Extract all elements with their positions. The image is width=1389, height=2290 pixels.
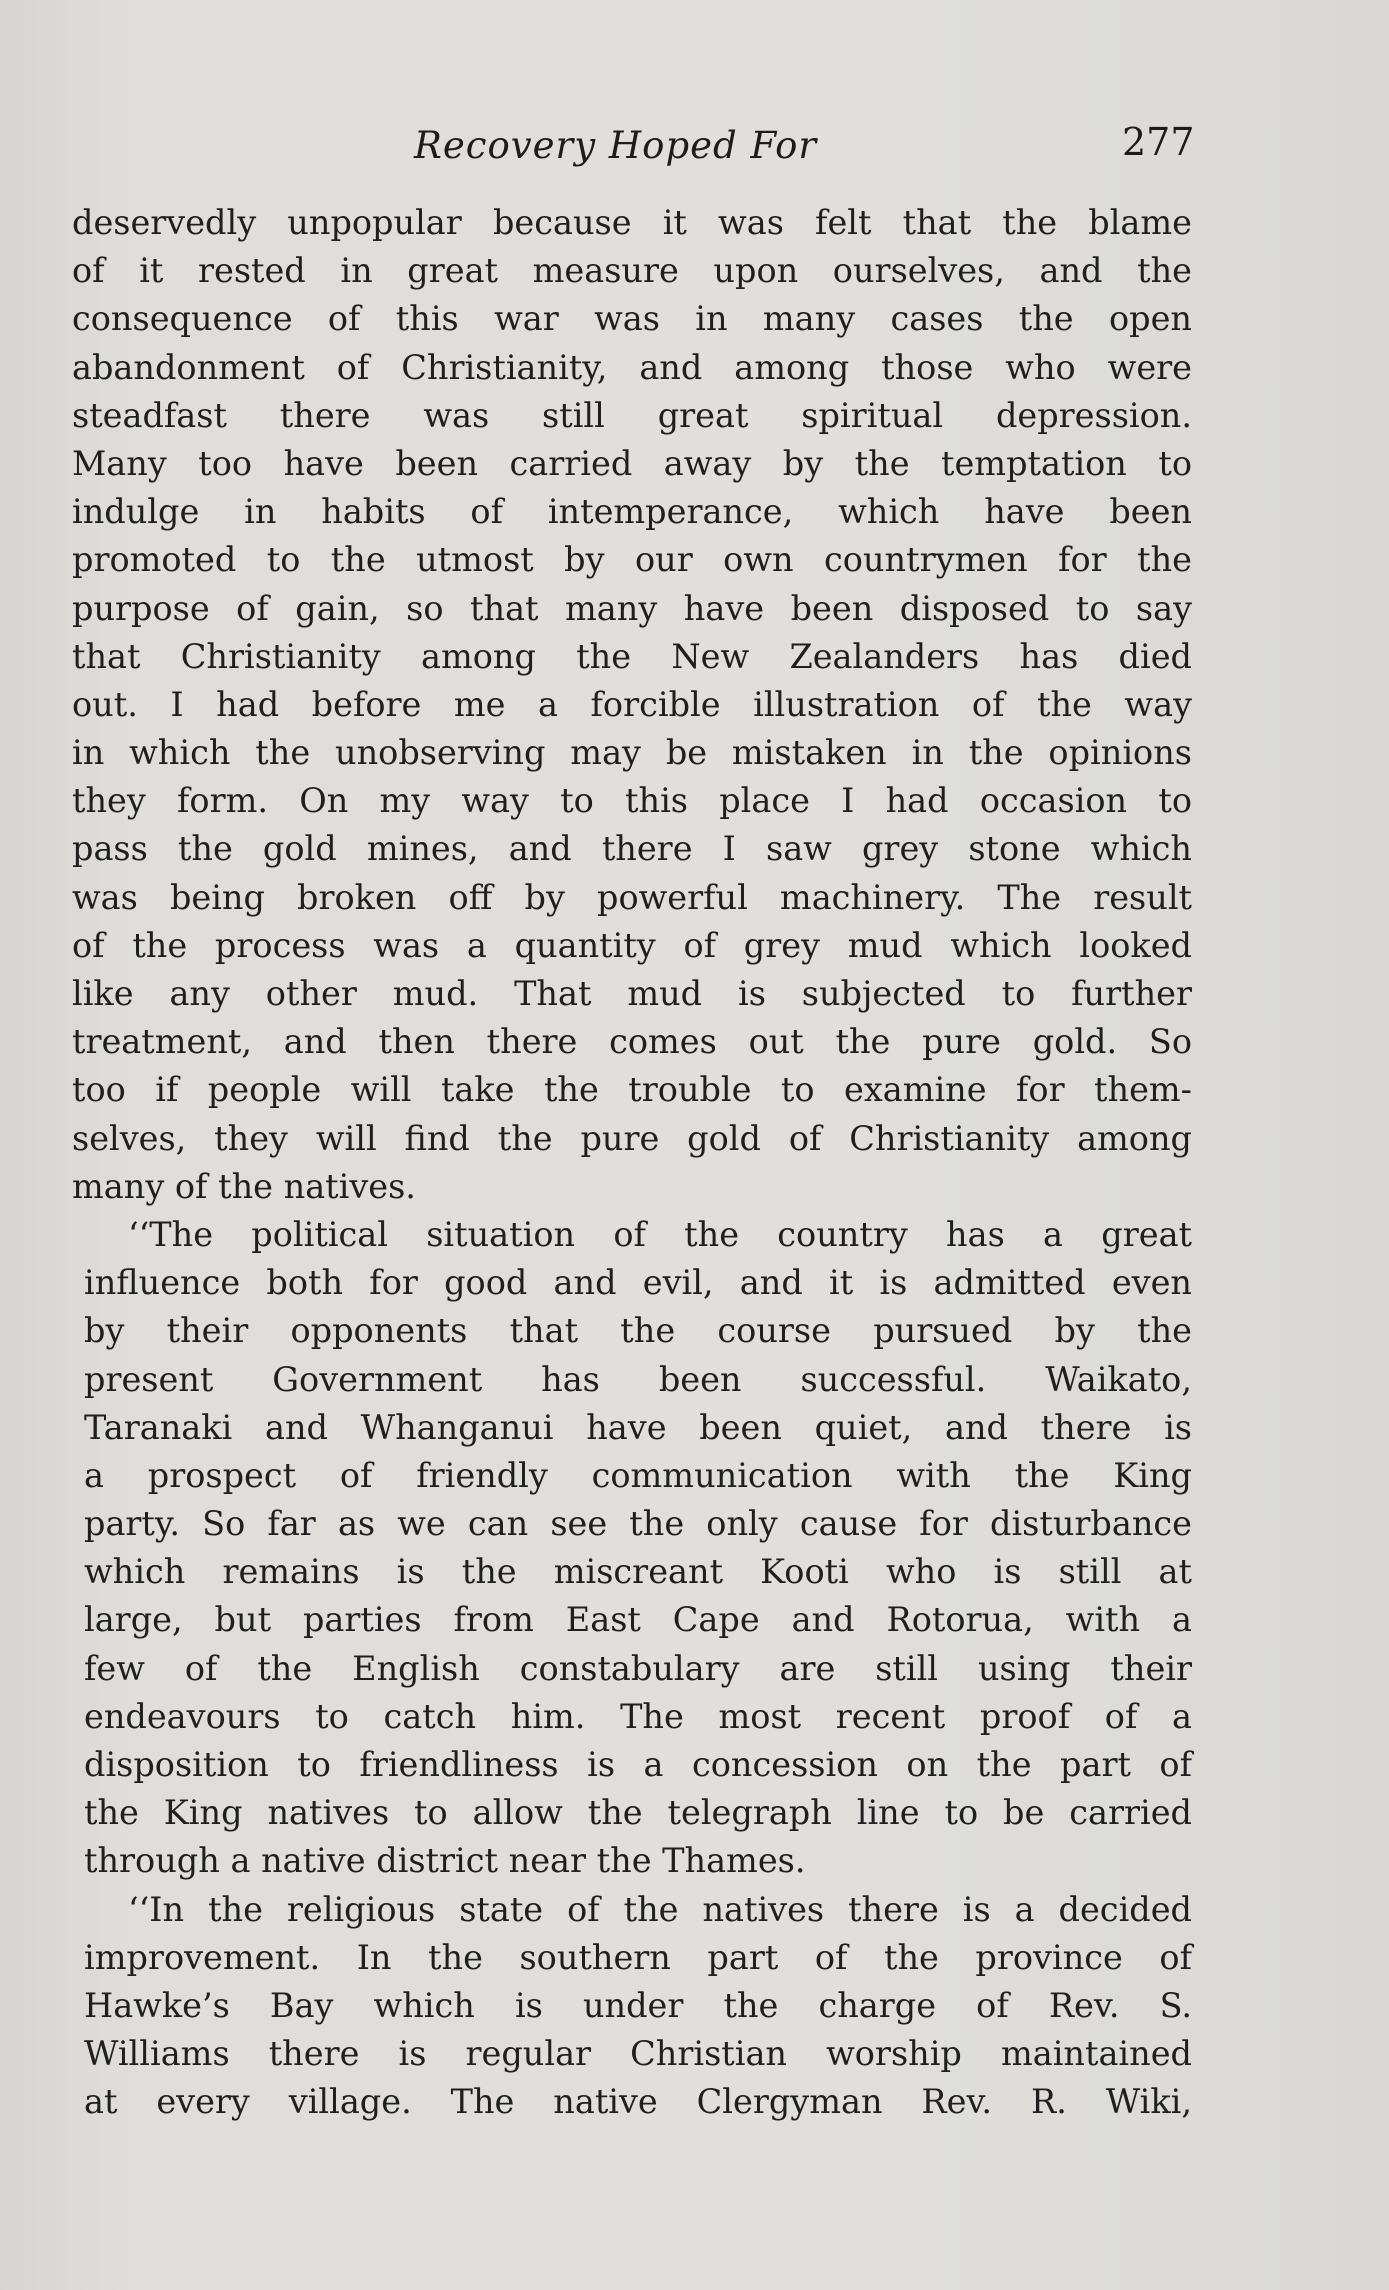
text-line: too if people will take the trouble to examine for them- — [72, 1070, 1192, 1110]
text-line: many of the natives. — [72, 1166, 416, 1206]
text-line: steadfast there was still great spiritual depression. — [72, 395, 1192, 435]
paragraph-3 — [72, 1886, 1192, 2127]
text-line: party. So far as we can see the only cause for disturbance — [84, 1504, 1192, 1544]
text-line: at every village. The native Clergyman Rev. R. Wiki, — [84, 2082, 1192, 2122]
text-line: that Christianity among the New Zealanders has died — [72, 636, 1192, 676]
paragraph-1 — [72, 199, 1192, 1211]
text-line: improvement. In the southern part of the province of — [84, 1937, 1192, 1977]
text-line: ‘‘In the religious state of the natives there is a decided — [128, 1889, 1192, 1929]
text-line: treatment, and then there comes out the pure gold. So — [72, 1022, 1192, 1062]
text-line: of it rested in great measure upon ourselves, and the — [72, 251, 1192, 291]
text-line: indulge in habits of intemperance, which have been — [72, 492, 1192, 532]
text-line: abandonment of Christianity, and among those who were — [72, 347, 1192, 387]
text-line: in which the unobserving may be mistaken in the opinions — [72, 733, 1192, 773]
text-line: present Government has been successful. Waikato, — [84, 1359, 1192, 1399]
text-line: Taranaki and Whanganui have been quiet, and there is — [84, 1407, 1192, 1447]
text-line: they form. On my way to this place I had occasion to — [72, 781, 1192, 821]
text-line: which remains is the miscreant Kooti who is still at — [84, 1552, 1192, 1592]
text-line: Williams there is regular Christian worship maintained — [84, 2034, 1192, 2074]
text-line: endeavours to catch him. The most recent proof of a — [84, 1696, 1192, 1736]
text-line: of the process was a quantity of grey mud which looked — [72, 925, 1192, 965]
page-number: 277 — [1122, 120, 1195, 164]
text-line: purpose of gain, so that many have been disposed to say — [72, 588, 1192, 628]
paragraph-2 — [72, 1211, 1192, 1886]
text-line: disposition to friendliness is a concession on the part of — [84, 1745, 1192, 1784]
text-line: through a native district near the Thames. — [84, 1841, 806, 1881]
text-line: influence both for good and evil, and it is admitted even — [84, 1263, 1192, 1303]
text-line: a prospect of friendly communication with the King — [84, 1455, 1192, 1495]
text-line: consequence of this war was in many cases the open — [72, 299, 1192, 339]
text-line: deservedly unpopular because it was felt that the blame — [72, 203, 1192, 242]
text-line: by their opponents that the course pursued by the — [84, 1311, 1192, 1351]
running-title: Recovery Hoped For — [414, 124, 818, 167]
body-text — [72, 199, 1192, 2127]
text-line: selves, they will find the pure gold of Christianity among — [72, 1118, 1192, 1158]
text-line: Hawke’s Bay which is under the charge of Rev. S. — [84, 1985, 1192, 2025]
text-line: like any other mud. That mud is subjected to further — [72, 974, 1192, 1013]
text-line: pass the gold mines, and there I saw grey stone which — [72, 829, 1192, 869]
text-line: promoted to the utmost by our own countrymen for the — [72, 540, 1192, 580]
text-line: was being broken off by powerful machinery. The result — [72, 877, 1192, 917]
text-line: ‘‘The political situation of the country has a great — [128, 1214, 1192, 1254]
text-line: Many too have been carried away by the temptation to — [72, 443, 1192, 483]
page-header — [0, 112, 1389, 172]
text-line: the King natives to allow the telegraph line to be carried — [84, 1793, 1192, 1833]
text-line: few of the English constabulary are still using their — [84, 1648, 1192, 1688]
text-line: large, but parties from East Cape and Rotorua, with a — [84, 1600, 1192, 1640]
text-line: out. I had before me a forcible illustration of the way — [72, 684, 1192, 724]
